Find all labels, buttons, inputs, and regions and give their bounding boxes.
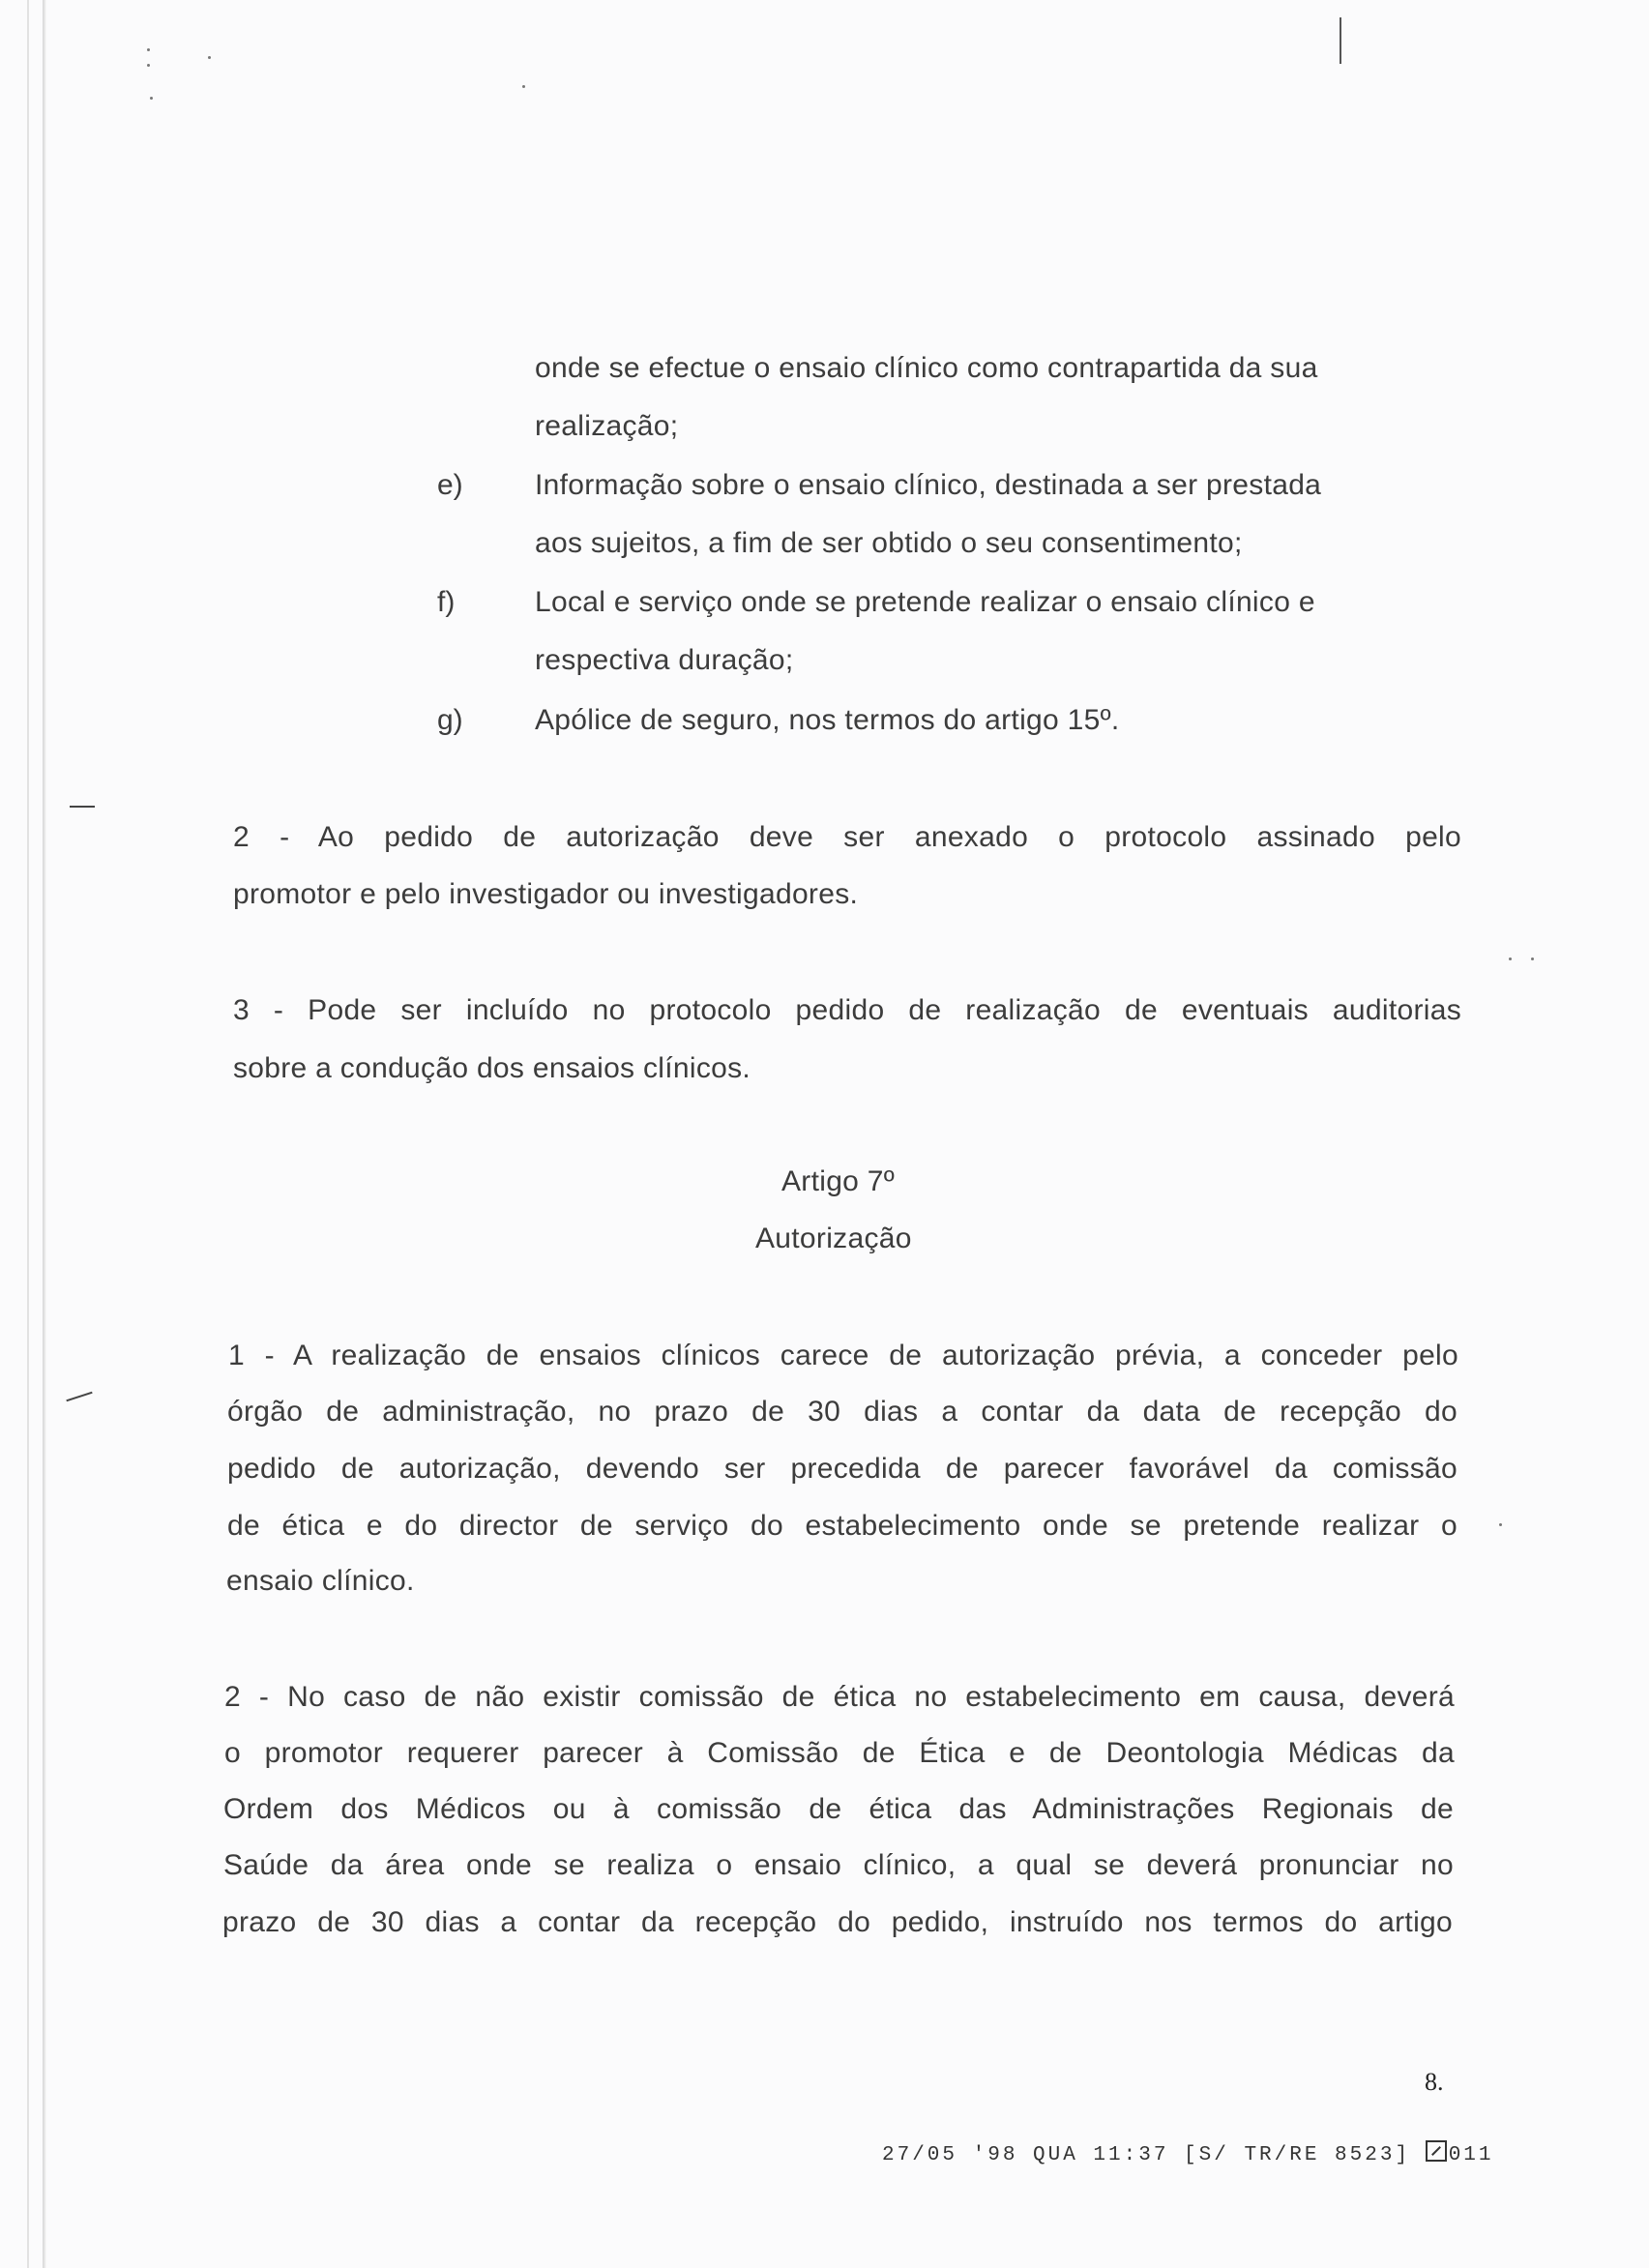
- art7-para1-line-1: 1 - A realização de ensaios clínicos carece de autorização prévia, a conceder pelo: [228, 1340, 1458, 1371]
- art7-para2-line-3: Ordem dos Médicos ou à comissão de ética das Administrações Regionais de: [223, 1793, 1454, 1825]
- art7-para1-line-2: órgão de administração, no prazo de 30 dias a contar da data de recepção do: [227, 1396, 1458, 1428]
- fax-page-icon: [1426, 2140, 1447, 2162]
- scan-dash: [70, 806, 95, 808]
- art7-para2-line-5: prazo de 30 dias a contar da recepção do pedido, instruído nos termos do artigo: [222, 1906, 1453, 1938]
- scan-mark: [1340, 17, 1341, 64]
- paragraph-2-line-2: promotor e pelo investigador ou investigadores.: [233, 878, 859, 910]
- scan-speck: [522, 85, 525, 88]
- scan-speck: [1531, 957, 1534, 960]
- article-title: Autorização: [755, 1222, 912, 1254]
- page-number: 8.: [1425, 2068, 1444, 2096]
- list-item-label-e: e): [437, 469, 463, 501]
- scan-speck: [147, 64, 150, 67]
- paragraph-3-line-2: sobre a condução dos ensaios clínicos.: [233, 1052, 751, 1084]
- scan-speck: [1509, 957, 1512, 960]
- list-item-e-line-2: aos sujeitos, a fim de ser obtido o seu consentimento;: [535, 527, 1243, 559]
- art7-para1-line-4: de ética e do director de serviço do estabelecimento onde se pretende realizar o: [227, 1510, 1458, 1542]
- art7-para2-line-1: 2 - No caso de não existir comissão de ética no estabelecimento em causa, deverá: [224, 1681, 1455, 1713]
- art7-para2-line-2: o promotor requerer parecer à Comissão de Ética e de Deontologia Médicas da: [224, 1737, 1455, 1769]
- list-item-e-line-1: Informação sobre o ensaio clínico, destinada a ser prestada: [535, 469, 1322, 501]
- fax-header-text: 27/05 '98 QUA 11:37 [S/ TR/RE 8523]: [882, 2144, 1411, 2166]
- art7-para2-line-4: Saúde da área onde se realiza o ensaio clínico, a qual se deverá pronunciar no: [223, 1849, 1454, 1881]
- scan-speck: [1499, 1523, 1502, 1526]
- list-item-label-g: g): [437, 704, 463, 736]
- scan-speck: [208, 56, 211, 59]
- continuation-line-2: realização;: [535, 410, 679, 442]
- scan-dash: [66, 1392, 92, 1402]
- list-item-label-f: f): [437, 586, 456, 618]
- continuation-line-1: onde se efectue o ensaio clínico como contrapartida da sua: [535, 352, 1318, 384]
- paragraph-2-line-1: 2 - Ao pedido de autorização deve ser anexado o protocolo assinado pelo: [233, 821, 1461, 853]
- scan-speck: [150, 97, 153, 100]
- list-item-f-line-2: respectiva duração;: [535, 644, 794, 676]
- fax-header: [882, 2140, 1494, 2166]
- fax-page-code: 011: [1448, 2144, 1494, 2166]
- article-number: Artigo 7º: [781, 1165, 896, 1197]
- paragraph-3-line-1: 3 - Pode ser incluído no protocolo pedido de realização de eventuais auditorias: [233, 994, 1461, 1026]
- scan-speck: [147, 48, 150, 51]
- scan-binding-shadow: [43, 0, 46, 2268]
- list-item-f-line-1: Local e serviço onde se pretende realizar o ensaio clínico e: [535, 586, 1315, 618]
- scan-edge-line: [27, 0, 29, 2268]
- art7-para1-line-3: pedido de autorização, devendo ser precedida de parecer favorável da comissão: [227, 1453, 1458, 1485]
- art7-para1-line-5: ensaio clínico.: [226, 1565, 415, 1597]
- list-item-g-line-1: Apólice de seguro, nos termos do artigo 15º.: [535, 704, 1120, 736]
